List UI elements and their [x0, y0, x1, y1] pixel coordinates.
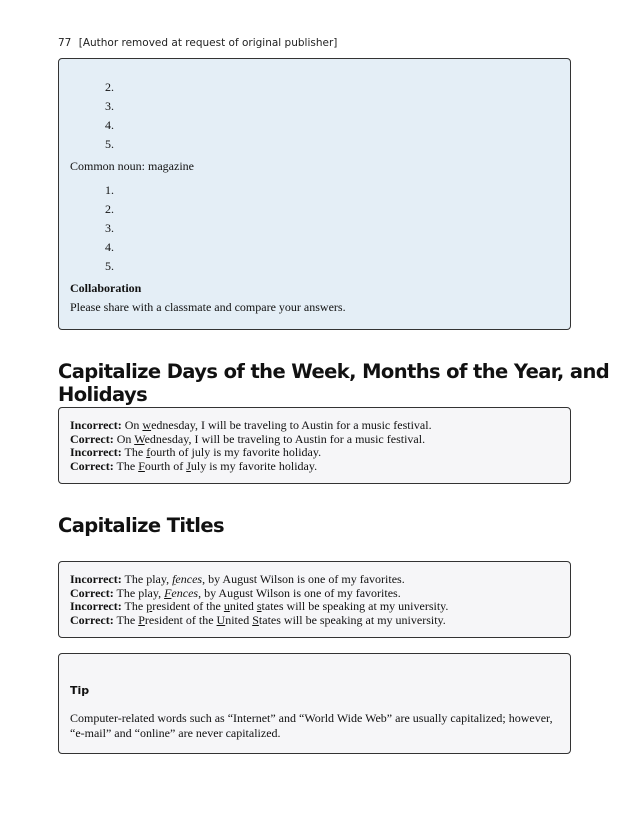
- list-item: 2.: [105, 80, 114, 94]
- label-correct: Correct:: [70, 585, 114, 600]
- label-incorrect: Incorrect:: [70, 599, 122, 613]
- example-line: Incorrect: The fourth of july is my favorite holiday.: [70, 445, 322, 459]
- tip-text: Computer-related words such as “Internet” and “World Wide Web” are usually capitalized; however, “e-mail” and “online” are never capitalized.: [70, 711, 553, 740]
- common-noun-label: Common noun: magazine: [70, 159, 194, 173]
- example-line: Correct: On Wednesday, I will be traveling to Austin for a music festival.: [70, 431, 426, 446]
- label-incorrect: Incorrect:: [70, 572, 122, 586]
- list-item: 1.: [105, 183, 114, 197]
- titles-section-heading: Capitalize Titles: [58, 514, 224, 537]
- list-item: 4.: [105, 118, 114, 132]
- label-incorrect: Incorrect:: [70, 418, 122, 432]
- example-line: Correct: The Fourth of July is my favorite holiday.: [70, 458, 318, 473]
- list-item: 2.: [105, 202, 114, 216]
- exercise-box: [58, 58, 571, 330]
- label-correct: Correct:: [70, 458, 114, 473]
- list-item: 3.: [105, 221, 114, 235]
- numbered-list-first: [105, 78, 114, 154]
- example-line: Incorrect: The president of the united states will be speaking at my university.: [70, 599, 449, 613]
- collaboration-text: Please share with a classmate and compare your answers.: [70, 300, 346, 314]
- tip-box: [58, 653, 571, 754]
- example-line: Incorrect: The play, fences, by August Wilson is one of my favorites.: [70, 572, 405, 586]
- days-section-heading: Capitalize Days of the Week, Months of the Year, and Holidays: [58, 360, 610, 406]
- days-example-box: [58, 407, 571, 484]
- list-item: 5.: [105, 259, 114, 273]
- example-line: Incorrect: On wednesday, I will be traveling to Austin for a music festival.: [70, 418, 432, 432]
- label-incorrect: Incorrect:: [70, 445, 122, 459]
- titles-example-box: [58, 561, 571, 638]
- example-line: Correct: The play, Fences, by August Wilson is one of my favorites.: [70, 585, 401, 600]
- collaboration-heading: Collaboration: [70, 281, 142, 295]
- tip-heading: Tip: [70, 684, 90, 697]
- example-line: Correct: The President of the United States will be speaking at my university.: [70, 612, 446, 627]
- page-header: [58, 37, 337, 49]
- list-item: 4.: [105, 240, 114, 254]
- label-correct: Correct:: [70, 612, 114, 627]
- list-item: 5.: [105, 137, 114, 151]
- label-correct: Correct:: [70, 431, 114, 446]
- list-item: 3.: [105, 99, 114, 113]
- page-number: 77: [58, 37, 72, 49]
- header-text: [Author removed at request of original publisher]: [78, 37, 338, 49]
- numbered-list-second: [105, 181, 114, 276]
